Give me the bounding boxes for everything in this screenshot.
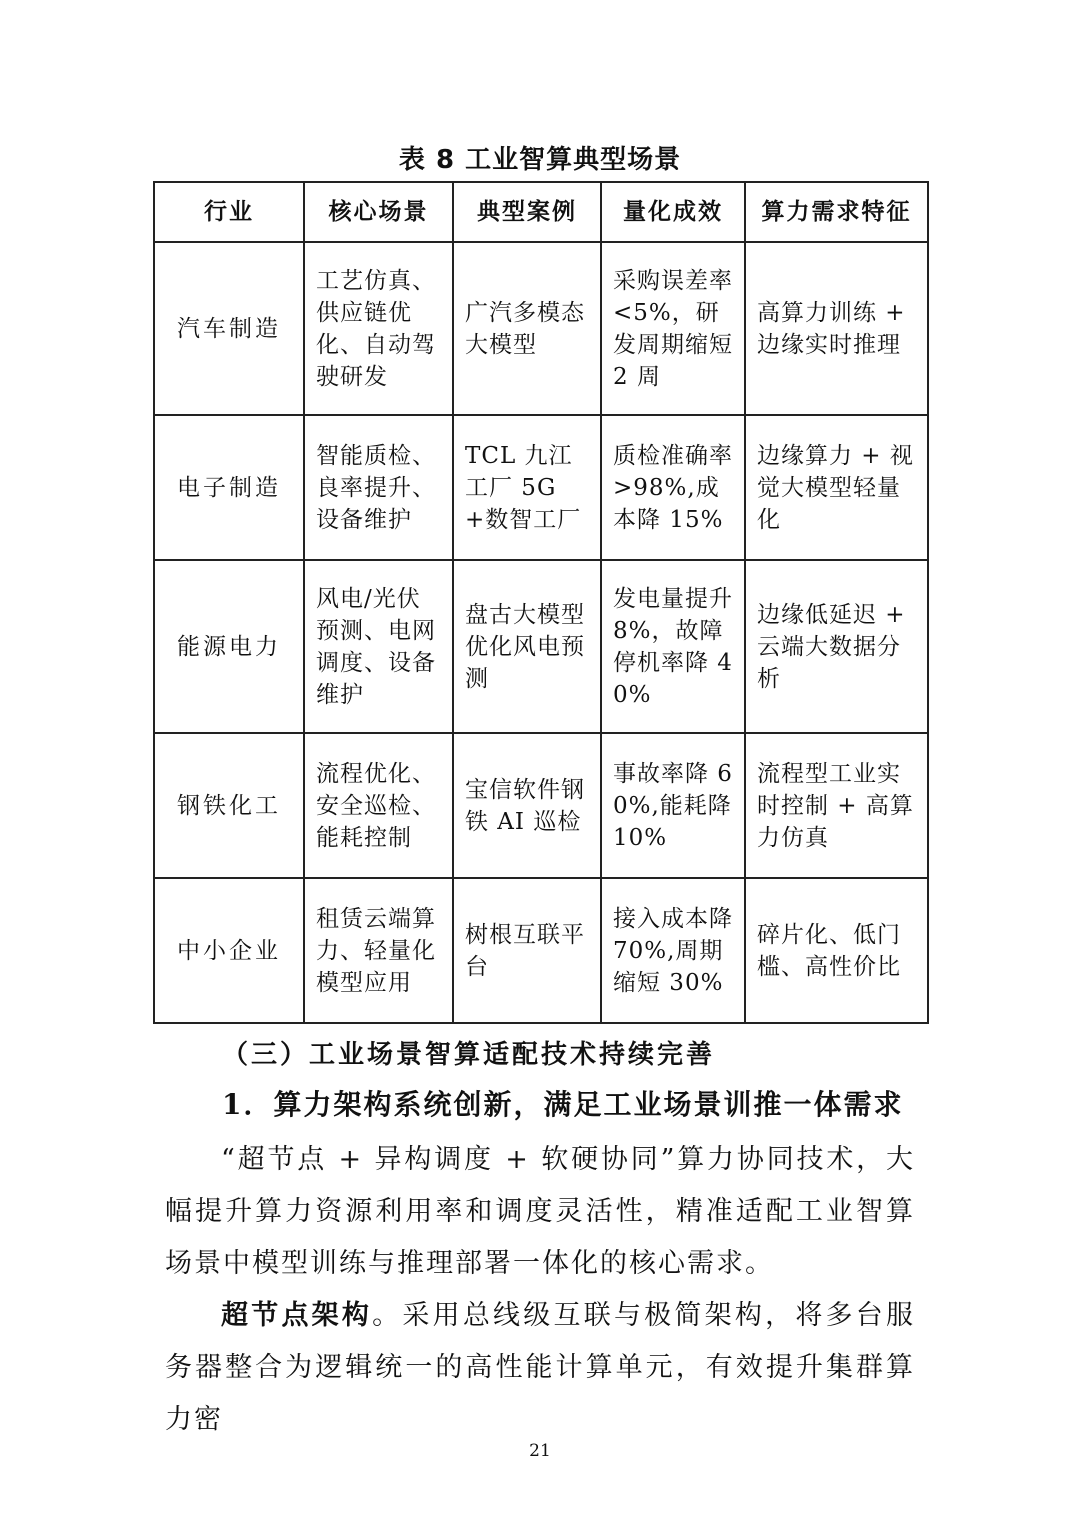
cell-typical-case: 广汽多模态大模型 xyxy=(453,242,601,415)
body-paragraph: “超节点 + 异构调度 + 软硬协同”算力协同技术，大幅提升算力资源利用率和调度灵活性，精准适配工业智算场景中模型训练与推理部署一体化的核心需求。 xyxy=(165,1144,915,1279)
header-quantified-result: 量化成效 xyxy=(601,182,745,242)
cell-industry: 电子制造 xyxy=(154,415,304,560)
cell-core-scenario: 租赁云端算力、轻量化模型应用 xyxy=(304,878,453,1023)
cell-compute-demand: 边缘低延迟 + 云端大数据分析 xyxy=(745,560,928,733)
cell-compute-demand: 流程型工业实时控制 + 高算力仿真 xyxy=(745,733,928,878)
table-row xyxy=(154,415,928,560)
section-heading: （三）工业场景智算适配技术持续完善 xyxy=(222,1040,716,1070)
cell-quantified-result: 采购误差率<5%，研发周期缩短 2 周 xyxy=(601,242,745,415)
cell-typical-case: 盘古大模型优化风电预测 xyxy=(453,560,601,733)
table-row xyxy=(154,878,928,1023)
cell-core-scenario: 工艺仿真、供应链优化、自动驾驶研发 xyxy=(304,242,453,415)
header-core-scenario: 核心场景 xyxy=(304,182,453,242)
cell-typical-case: 树根互联平台 xyxy=(453,878,601,1023)
paragraph-lead-term: 超节点架构 xyxy=(221,1300,373,1331)
cell-quantified-result: 事故率降 60%,能耗降 10% xyxy=(601,733,745,878)
cell-industry: 汽车制造 xyxy=(154,242,304,415)
cell-industry: 钢铁化工 xyxy=(154,733,304,878)
page-number: 21 xyxy=(529,1441,551,1461)
cell-core-scenario: 流程优化、安全巡检、能耗控制 xyxy=(304,733,453,878)
cell-typical-case: 宝信软件钢铁 AI 巡检 xyxy=(453,733,601,878)
cell-industry: 中小企业 xyxy=(154,878,304,1023)
header-typical-case: 典型案例 xyxy=(453,182,601,242)
cell-quantified-result: 质检准确率>98%,成本降 15% xyxy=(601,415,745,560)
cell-compute-demand: 高算力训练 + 边缘实时推理 xyxy=(745,242,928,415)
table-caption: 表 8 工业智算典型场景 xyxy=(398,145,682,175)
table-row xyxy=(154,733,928,878)
scenario-table xyxy=(153,181,929,1024)
cell-compute-demand: 边缘算力 + 视觉大模型轻量化 xyxy=(745,415,928,560)
cell-typical-case: TCL 九江工厂 5G+数智工厂 xyxy=(453,415,601,560)
cell-industry: 能源电力 xyxy=(154,560,304,733)
table-row xyxy=(154,242,928,415)
table-row xyxy=(154,560,928,733)
table-header-row xyxy=(154,182,928,242)
cell-quantified-result: 发电量提升 8%，故障停机率降 40% xyxy=(601,560,745,733)
cell-compute-demand: 碎片化、低门槛、高性价比 xyxy=(745,878,928,1023)
cell-core-scenario: 风电/光伏预测、电网调度、设备维护 xyxy=(304,560,453,733)
header-compute-demand: 算力需求特征 xyxy=(745,182,928,242)
cell-core-scenario: 智能质检、良率提升、设备维护 xyxy=(304,415,453,560)
paragraph-text: 。采用总线级互联与极简架构，将多台服务器整合为逻辑统一的高性能计算单元，有效提升集群算力密 xyxy=(165,1300,916,1435)
header-industry: 行业 xyxy=(154,182,304,242)
body-paragraph xyxy=(165,1290,915,1446)
cell-quantified-result: 接入成本降 70%,周期缩短 30% xyxy=(601,878,745,1023)
subheading: 1．算力架构系统创新，满足工业场景训推一体需求 xyxy=(222,1088,904,1121)
